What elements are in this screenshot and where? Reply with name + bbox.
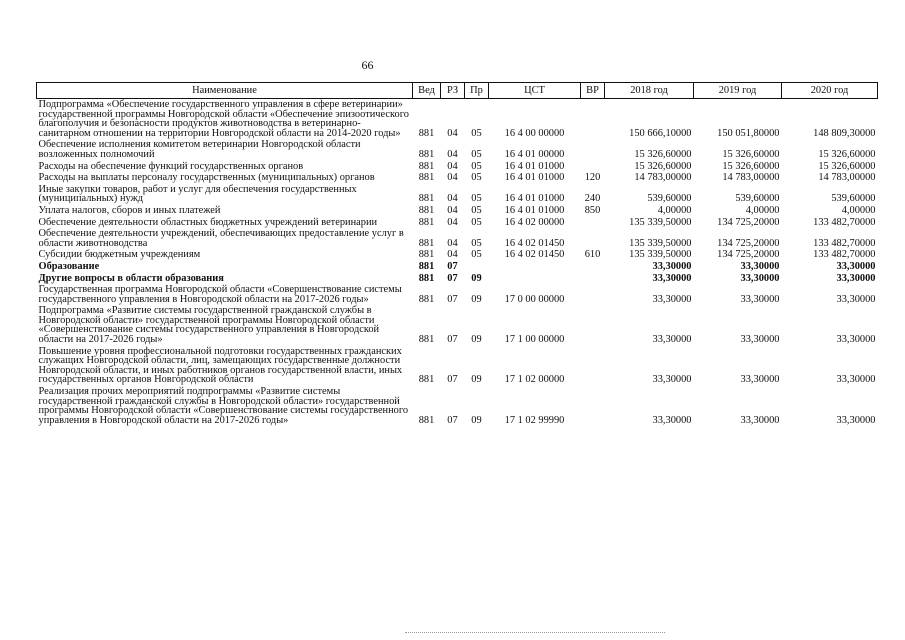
cell-ved: 881 xyxy=(418,334,435,346)
cell-cst: 16 4 02 01450 xyxy=(504,249,565,261)
cell-2018: 150 666,10000 xyxy=(629,127,692,139)
cell-cst: 17 1 02 99990 xyxy=(504,414,565,426)
cell-2018: 33,30000 xyxy=(652,260,692,272)
cell-2020: 33,30000 xyxy=(836,374,876,386)
cell-ved: 881 xyxy=(418,374,435,386)
cell-vr xyxy=(581,284,605,305)
cell-2020: 4,00000 xyxy=(841,204,876,216)
header-rz: РЗ xyxy=(441,83,465,99)
cell-vr: 120 xyxy=(584,172,601,184)
budget-table xyxy=(36,82,878,426)
cell-2019: 134 725,20000 xyxy=(717,216,780,228)
cell-cst: 16 4 01 01000 xyxy=(504,172,565,184)
table-row xyxy=(37,99,878,140)
cell-ved: 881 xyxy=(418,160,435,172)
cell-pr: 05 xyxy=(471,172,482,184)
cell-2020: 33,30000 xyxy=(836,334,876,346)
header-2018: 2018 год xyxy=(605,83,694,99)
scan-artifact xyxy=(405,632,665,637)
cell-2019: 33,30000 xyxy=(740,260,780,272)
cell-rz: 07 xyxy=(447,260,458,272)
table-body xyxy=(37,99,878,427)
cell-ved: 881 xyxy=(418,260,435,272)
cell-cst: 16 4 01 01000 xyxy=(504,160,565,172)
cell-name: Образование xyxy=(38,260,100,272)
cell-cst: 16 4 01 01000 xyxy=(504,193,565,205)
cell-2019: 134 725,20000 xyxy=(717,237,780,249)
cell-2020: 33,30000 xyxy=(836,260,876,272)
cell-2020: 15 326,60000 xyxy=(818,148,876,160)
cell-vr: 240 xyxy=(584,193,601,205)
cell-rz: 04 xyxy=(447,148,458,160)
cell-2019: 4,00000 xyxy=(745,204,780,216)
cell-ved: 881 xyxy=(418,293,435,305)
cell-name: Расходы на выплаты персоналу государственных (муниципальных) органов xyxy=(38,172,375,184)
cell-2019: 14 783,00000 xyxy=(722,172,780,184)
cell-vr xyxy=(581,261,605,273)
page-number: 66 xyxy=(361,58,374,72)
cell-2018: 135 339,50000 xyxy=(629,237,692,249)
cell-name: Подпрограмма «Развитие системы государственной гражданской службы в Новгородской области» государственной программы Новгородской области «Совершенствование системы государственного управления в Новгородской области на 2017-2026 годы» xyxy=(38,305,380,346)
cell-rz: 04 xyxy=(447,193,458,205)
cell-rz: 04 xyxy=(447,127,458,139)
cell-cst: 16 4 01 01000 xyxy=(504,204,565,216)
cell-cst: 16 4 00 00000 xyxy=(504,127,565,139)
cell-pr: 05 xyxy=(471,127,482,139)
cell-pr: 05 xyxy=(471,204,482,216)
table-header-row xyxy=(37,83,878,99)
cell-name: Обеспечение деятельности областных бюджетных учреждений ветеринарии xyxy=(38,216,378,228)
cell-pr: 09 xyxy=(471,272,482,284)
cell-name: Обеспечение деятельности учреждений, обеспечивающих предоставление услуг в области животноводства xyxy=(38,228,404,249)
cell-pr: 09 xyxy=(471,293,482,305)
cell-2019: 150 051,80000 xyxy=(717,127,780,139)
header-cst: ЦСТ xyxy=(489,83,581,99)
table-row xyxy=(37,184,878,205)
cell-cst: 16 4 02 00000 xyxy=(504,216,565,228)
cell-name: Иные закупки товаров, работ и услуг для обеспечения государственных (муниципальных) нужд xyxy=(38,183,357,205)
cell-2019: 33,30000 xyxy=(740,374,780,386)
cell-2019: 33,30000 xyxy=(740,334,780,346)
cell-name: Другие вопросы в области образования xyxy=(38,272,224,284)
cell-2018: 33,30000 xyxy=(652,334,692,346)
cell-2020: 133 482,70000 xyxy=(813,249,876,261)
cell-rz: 04 xyxy=(447,204,458,216)
cell-pr: 05 xyxy=(471,249,482,261)
cell-name: Государственная программа Новгородской области «Совершенствование системы государственного управления в Новгородской области на 2017-2026 годы» xyxy=(38,284,402,305)
cell-rz: 04 xyxy=(447,160,458,172)
cell-2020: 133 482,70000 xyxy=(813,237,876,249)
cell-rz: 07 xyxy=(447,374,458,386)
cell-2018: 33,30000 xyxy=(652,293,692,305)
cell-vr: 610 xyxy=(584,249,601,261)
cell-2018: 33,30000 xyxy=(652,374,692,386)
cell-ved: 881 xyxy=(418,237,435,249)
cell-vr: 850 xyxy=(584,204,601,216)
table-row xyxy=(37,261,878,273)
cell-vr xyxy=(581,217,605,229)
cell-ved: 881 xyxy=(418,127,435,139)
cell-2020: 33,30000 xyxy=(836,414,876,426)
cell-ved: 881 xyxy=(418,414,435,426)
cell-2019: 33,30000 xyxy=(740,414,780,426)
cell-rz: 04 xyxy=(447,216,458,228)
table-row xyxy=(37,139,878,160)
cell-vr xyxy=(581,99,605,140)
cell-rz: 07 xyxy=(447,334,458,346)
cell-name: Уплата налогов, сборов и иных платежей xyxy=(38,204,221,216)
cell-pr xyxy=(465,261,489,273)
header-2019: 2019 год xyxy=(694,83,782,99)
cell-vr xyxy=(581,273,605,285)
cell-pr: 05 xyxy=(471,160,482,172)
cell-ved: 881 xyxy=(418,148,435,160)
table-row xyxy=(37,249,878,261)
cell-rz: 04 xyxy=(447,237,458,249)
table-row xyxy=(37,305,878,345)
cell-pr: 09 xyxy=(471,334,482,346)
cell-pr: 09 xyxy=(471,414,482,426)
cell-ved: 881 xyxy=(418,204,435,216)
cell-2020: 148 809,30000 xyxy=(813,127,876,139)
cell-2018: 15 326,60000 xyxy=(634,160,692,172)
cell-pr: 09 xyxy=(471,374,482,386)
cell-2019: 33,30000 xyxy=(740,293,780,305)
cell-ved: 881 xyxy=(418,216,435,228)
cell-cst: 17 1 02 00000 xyxy=(504,374,565,386)
cell-2019: 15 326,60000 xyxy=(722,160,780,172)
cell-pr: 05 xyxy=(471,216,482,228)
cell-2020: 15 326,60000 xyxy=(818,160,876,172)
cell-2020: 539,60000 xyxy=(831,193,876,205)
cell-2020: 33,30000 xyxy=(836,293,876,305)
table-row xyxy=(37,346,878,386)
header-2020: 2020 год xyxy=(782,83,878,99)
cell-ved: 881 xyxy=(418,249,435,261)
cell-cst xyxy=(489,273,581,285)
cell-2018: 14 783,00000 xyxy=(634,172,692,184)
cell-2020: 33,30000 xyxy=(836,272,876,284)
cell-name: Обеспечение исполнения комитетом ветеринарии Новгородской области возложенных полномочий xyxy=(38,139,361,160)
cell-vr xyxy=(581,161,605,173)
cell-vr xyxy=(581,386,605,426)
cell-2019: 539,60000 xyxy=(735,193,780,205)
cell-2020: 14 783,00000 xyxy=(818,172,876,184)
cell-cst xyxy=(489,261,581,273)
cell-2019: 134 725,20000 xyxy=(717,249,780,261)
cell-name: Субсидии бюджетным учреждениям xyxy=(38,249,201,261)
cell-2019: 15 326,60000 xyxy=(722,148,780,160)
cell-cst: 16 4 01 00000 xyxy=(504,148,565,160)
table-row xyxy=(37,386,878,426)
table-row xyxy=(37,273,878,285)
table-row xyxy=(37,205,878,217)
header-name: Наименование xyxy=(37,83,413,99)
cell-vr xyxy=(581,346,605,386)
cell-rz: 07 xyxy=(447,293,458,305)
cell-cst: 16 4 02 01450 xyxy=(504,237,565,249)
cell-pr: 05 xyxy=(471,193,482,205)
header-ved: Вед xyxy=(413,83,441,99)
header-vr: ВР xyxy=(581,83,605,99)
cell-2018: 135 339,50000 xyxy=(629,216,692,228)
header-pr: Пр xyxy=(465,83,489,99)
cell-2018: 33,30000 xyxy=(652,272,692,284)
cell-rz: 07 xyxy=(447,414,458,426)
table-row xyxy=(37,228,878,249)
cell-cst: 17 0 00 00000 xyxy=(504,293,565,305)
table-row xyxy=(37,217,878,229)
cell-2019: 33,30000 xyxy=(740,272,780,284)
cell-vr xyxy=(581,139,605,160)
cell-name: Реализация прочих мероприятий подпрограммы «Развитие системы государственной гражданской службы в Новгородской области» государственной программы Новгородской области «Совершенствование системы государственного управления в Новгородской области на 2017-2026 годы» xyxy=(38,386,409,426)
table-row xyxy=(37,284,878,305)
cell-pr: 05 xyxy=(471,237,482,249)
cell-name: Подпрограмма «Обеспечение государственного управления в сфере ветеринарии» государственной программы Новгородской области «Обеспечение эпизоотического благополучия и безопасности продуктов животноводства в ветеринарно-санитарном отношении на территории Новгородской области на 2014-2020 годы» xyxy=(38,99,409,139)
cell-cst: 17 1 00 00000 xyxy=(504,334,565,346)
cell-2018: 4,00000 xyxy=(657,204,692,216)
cell-name: Повышение уровня профессиональной подготовки государственных гражданских служащих Новгородской области, лиц, замещающих государственные должности Новгородской области, и иных работников органов государственной власти, иных государственных органов Новгородской области xyxy=(38,345,403,386)
cell-2018: 33,30000 xyxy=(652,414,692,426)
cell-vr xyxy=(581,305,605,345)
cell-2018: 135 339,50000 xyxy=(629,249,692,261)
table-row xyxy=(37,161,878,173)
table-row xyxy=(37,172,878,184)
cell-ved: 881 xyxy=(418,193,435,205)
cell-ved: 881 xyxy=(418,272,435,284)
cell-rz: 04 xyxy=(447,249,458,261)
cell-2018: 539,60000 xyxy=(647,193,692,205)
cell-vr xyxy=(581,228,605,249)
cell-2018: 15 326,60000 xyxy=(634,148,692,160)
cell-name: Расходы на обеспечение функций государственных органов xyxy=(38,160,304,172)
cell-ved: 881 xyxy=(418,172,435,184)
cell-rz: 04 xyxy=(447,172,458,184)
cell-pr: 05 xyxy=(471,148,482,160)
cell-2020: 133 482,70000 xyxy=(813,216,876,228)
cell-rz: 07 xyxy=(447,272,458,284)
